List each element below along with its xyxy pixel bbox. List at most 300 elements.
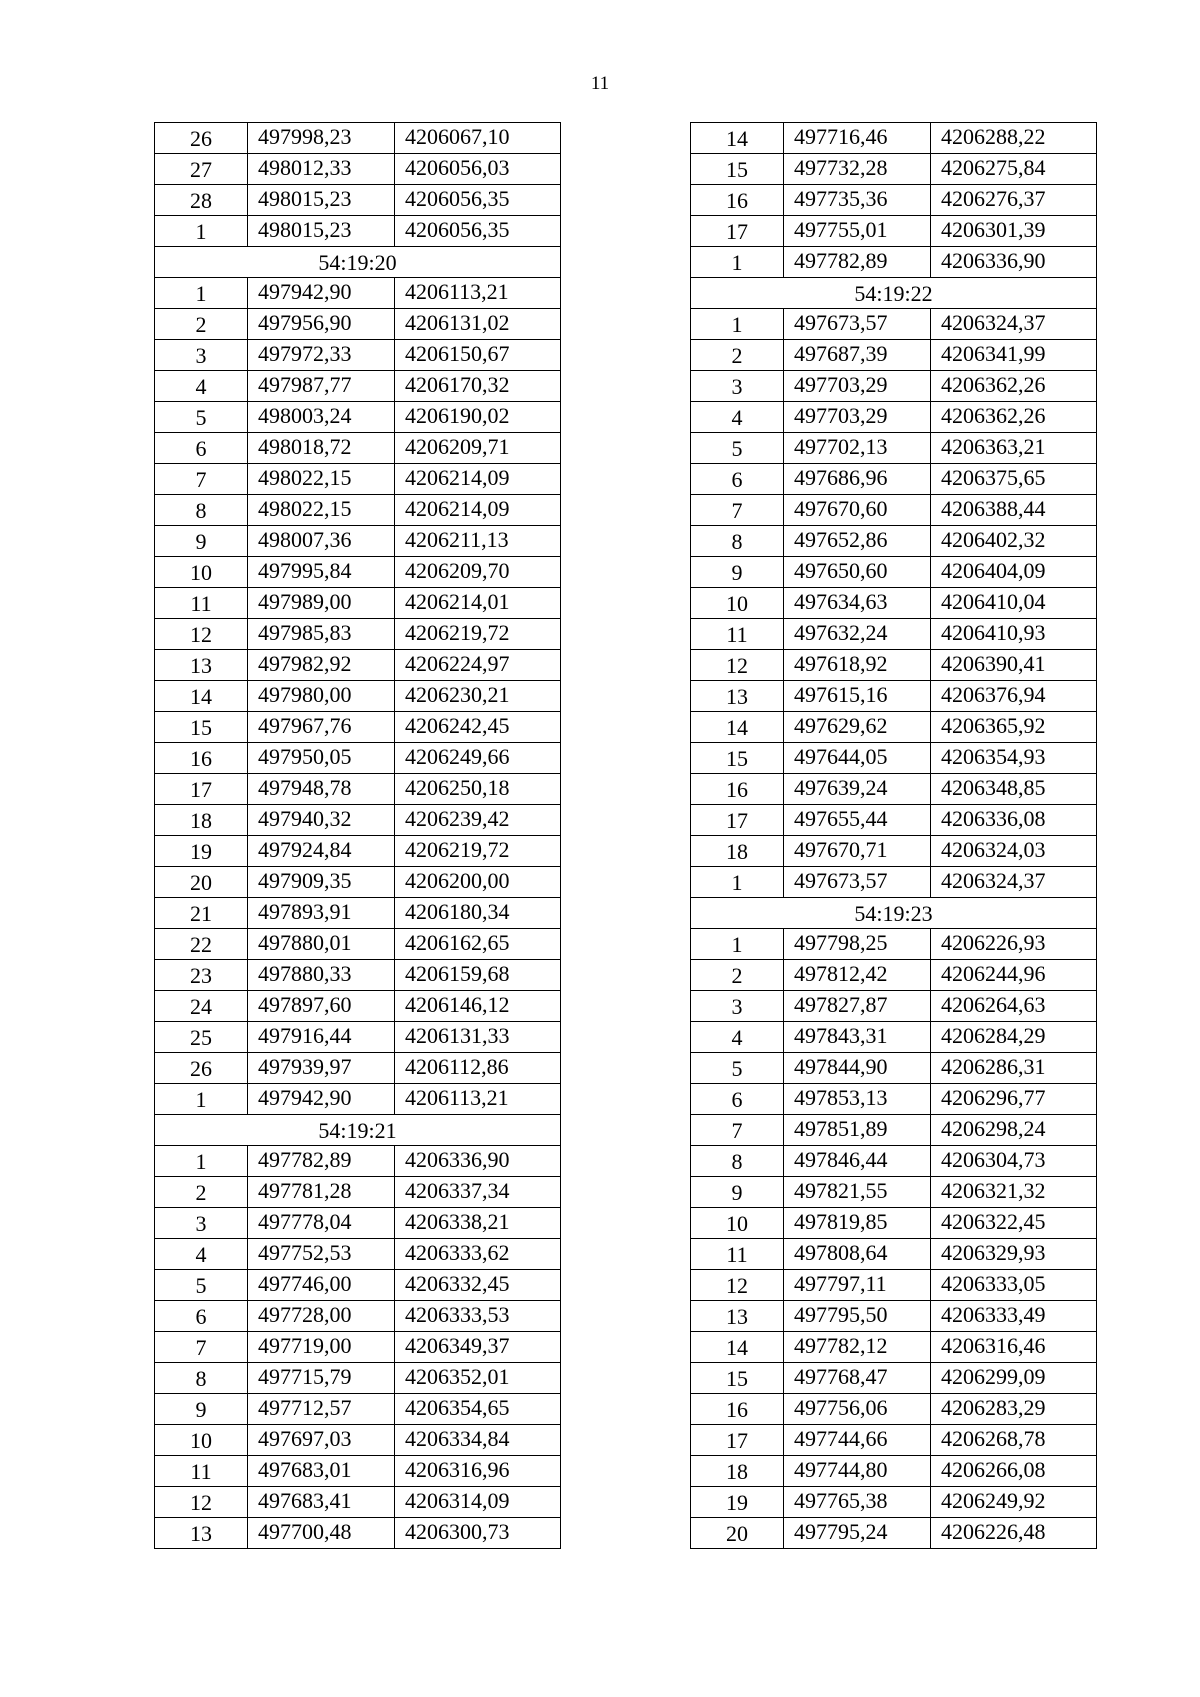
y-coordinate-cell: 4206275,84 xyxy=(931,154,1097,185)
y-coordinate-cell: 4206365,92 xyxy=(931,712,1097,743)
point-number-cell: 21 xyxy=(155,898,248,929)
x-coordinate-cell: 497703,29 xyxy=(784,402,931,433)
x-coordinate-cell: 497673,57 xyxy=(784,309,931,340)
y-coordinate-cell: 4206334,84 xyxy=(395,1425,561,1456)
point-number-cell: 2 xyxy=(155,309,248,340)
y-coordinate-cell: 4206304,73 xyxy=(931,1146,1097,1177)
y-coordinate-cell: 4206113,21 xyxy=(395,1084,561,1115)
x-coordinate-cell: 497712,57 xyxy=(248,1394,395,1425)
point-number-cell: 4 xyxy=(155,371,248,402)
x-coordinate-cell: 497683,41 xyxy=(248,1487,395,1518)
table-row xyxy=(691,991,1097,1022)
x-coordinate-cell: 497782,89 xyxy=(784,247,931,278)
table-row xyxy=(691,1115,1097,1146)
point-number-cell: 17 xyxy=(155,774,248,805)
y-coordinate-cell: 4206159,68 xyxy=(395,960,561,991)
y-coordinate-cell: 4206219,72 xyxy=(395,836,561,867)
x-coordinate-cell: 497650,60 xyxy=(784,557,931,588)
y-coordinate-cell: 4206314,09 xyxy=(395,1487,561,1518)
y-coordinate-cell: 4206211,13 xyxy=(395,526,561,557)
point-number-cell: 11 xyxy=(691,1239,784,1270)
x-coordinate-cell: 497808,64 xyxy=(784,1239,931,1270)
y-coordinate-cell: 4206276,37 xyxy=(931,185,1097,216)
y-coordinate-cell: 4206336,90 xyxy=(395,1146,561,1177)
table-row xyxy=(691,557,1097,588)
point-number-cell: 6 xyxy=(691,464,784,495)
table-row xyxy=(691,929,1097,960)
point-number-cell: 4 xyxy=(691,1022,784,1053)
table-row xyxy=(691,433,1097,464)
table-row xyxy=(155,1394,561,1425)
y-coordinate-cell: 4206362,26 xyxy=(931,371,1097,402)
y-coordinate-cell: 4206410,93 xyxy=(931,619,1097,650)
x-coordinate-cell: 498003,24 xyxy=(248,402,395,433)
y-coordinate-cell: 4206333,05 xyxy=(931,1270,1097,1301)
y-coordinate-cell: 4206333,49 xyxy=(931,1301,1097,1332)
table-row xyxy=(691,495,1097,526)
table-row xyxy=(155,588,561,619)
table-row xyxy=(155,278,561,309)
y-coordinate-cell: 4206200,00 xyxy=(395,867,561,898)
y-coordinate-cell: 4206214,09 xyxy=(395,495,561,526)
x-coordinate-cell: 497686,96 xyxy=(784,464,931,495)
section-parcel-id: 54:19:22 xyxy=(691,278,1097,309)
y-coordinate-cell: 4206299,09 xyxy=(931,1363,1097,1394)
point-number-cell: 15 xyxy=(691,154,784,185)
y-coordinate-cell: 4206170,32 xyxy=(395,371,561,402)
table-row xyxy=(691,650,1097,681)
table-row xyxy=(691,402,1097,433)
x-coordinate-cell: 497782,89 xyxy=(248,1146,395,1177)
point-number-cell: 4 xyxy=(155,1239,248,1270)
y-coordinate-cell: 4206131,33 xyxy=(395,1022,561,1053)
table-row xyxy=(155,216,561,247)
y-coordinate-cell: 4206324,03 xyxy=(931,836,1097,867)
y-coordinate-cell: 4206146,12 xyxy=(395,991,561,1022)
y-coordinate-cell: 4206337,34 xyxy=(395,1177,561,1208)
point-number-cell: 12 xyxy=(691,1270,784,1301)
y-coordinate-cell: 4206239,42 xyxy=(395,805,561,836)
table-row xyxy=(691,681,1097,712)
table-row xyxy=(155,495,561,526)
table-row xyxy=(155,619,561,650)
table-row xyxy=(155,1487,561,1518)
table-row xyxy=(155,1208,561,1239)
point-number-cell: 2 xyxy=(691,960,784,991)
table-row xyxy=(691,743,1097,774)
point-number-cell: 16 xyxy=(691,774,784,805)
table-row xyxy=(155,309,561,340)
y-coordinate-cell: 4206296,77 xyxy=(931,1084,1097,1115)
x-coordinate-cell: 497732,28 xyxy=(784,154,931,185)
point-number-cell: 15 xyxy=(691,743,784,774)
x-coordinate-cell: 497987,77 xyxy=(248,371,395,402)
point-number-cell: 7 xyxy=(691,495,784,526)
point-number-cell: 17 xyxy=(691,1425,784,1456)
x-coordinate-cell: 497746,00 xyxy=(248,1270,395,1301)
x-coordinate-cell: 497655,44 xyxy=(784,805,931,836)
y-coordinate-cell: 4206375,65 xyxy=(931,464,1097,495)
x-coordinate-cell: 497735,36 xyxy=(784,185,931,216)
section-parcel-id: 54:19:23 xyxy=(691,898,1097,929)
point-number-cell: 9 xyxy=(155,526,248,557)
point-number-cell: 11 xyxy=(155,588,248,619)
point-number-cell: 24 xyxy=(155,991,248,1022)
table-row xyxy=(691,526,1097,557)
table-row xyxy=(155,1239,561,1270)
table-row xyxy=(155,898,561,929)
point-number-cell: 12 xyxy=(155,619,248,650)
x-coordinate-cell: 497827,87 xyxy=(784,991,931,1022)
x-coordinate-cell: 497942,90 xyxy=(248,1084,395,1115)
x-coordinate-cell: 497812,42 xyxy=(784,960,931,991)
y-coordinate-cell: 4206336,90 xyxy=(931,247,1097,278)
point-number-cell: 13 xyxy=(155,1518,248,1549)
x-coordinate-cell: 497744,66 xyxy=(784,1425,931,1456)
y-coordinate-cell: 4206333,53 xyxy=(395,1301,561,1332)
point-number-cell: 1 xyxy=(691,929,784,960)
table-row xyxy=(155,805,561,836)
y-coordinate-cell: 4206249,92 xyxy=(931,1487,1097,1518)
y-coordinate-cell: 4206266,08 xyxy=(931,1456,1097,1487)
table-row xyxy=(155,681,561,712)
y-coordinate-cell: 4206226,93 xyxy=(931,929,1097,960)
y-coordinate-cell: 4206230,21 xyxy=(395,681,561,712)
x-coordinate-cell: 497778,04 xyxy=(248,1208,395,1239)
point-number-cell: 19 xyxy=(155,836,248,867)
x-coordinate-cell: 497673,57 xyxy=(784,867,931,898)
point-number-cell: 12 xyxy=(155,1487,248,1518)
table-row xyxy=(155,929,561,960)
y-coordinate-cell: 4206322,45 xyxy=(931,1208,1097,1239)
y-coordinate-cell: 4206404,09 xyxy=(931,557,1097,588)
y-coordinate-cell: 4206112,86 xyxy=(395,1053,561,1084)
y-coordinate-cell: 4206249,66 xyxy=(395,743,561,774)
table-row xyxy=(691,1270,1097,1301)
y-coordinate-cell: 4206316,46 xyxy=(931,1332,1097,1363)
point-number-cell: 5 xyxy=(155,402,248,433)
y-coordinate-cell: 4206352,01 xyxy=(395,1363,561,1394)
table-row xyxy=(691,123,1097,154)
table-row xyxy=(691,805,1097,836)
page-number: 11 xyxy=(590,73,610,94)
y-coordinate-cell: 4206226,48 xyxy=(931,1518,1097,1549)
x-coordinate-cell: 497700,48 xyxy=(248,1518,395,1549)
table-row xyxy=(155,1456,561,1487)
x-coordinate-cell: 498015,23 xyxy=(248,216,395,247)
x-coordinate-cell: 497670,71 xyxy=(784,836,931,867)
table-row xyxy=(155,1084,561,1115)
table-row xyxy=(155,464,561,495)
point-number-cell: 1 xyxy=(691,247,784,278)
x-coordinate-cell: 497768,47 xyxy=(784,1363,931,1394)
table-row xyxy=(691,1518,1097,1549)
point-number-cell: 25 xyxy=(155,1022,248,1053)
coordinates-table-left xyxy=(154,122,561,1549)
point-number-cell: 14 xyxy=(691,123,784,154)
point-number-cell: 13 xyxy=(155,650,248,681)
table-row xyxy=(155,1022,561,1053)
point-number-cell: 16 xyxy=(155,743,248,774)
x-coordinate-cell: 497756,06 xyxy=(784,1394,931,1425)
table-row xyxy=(155,1053,561,1084)
x-coordinate-cell: 497670,60 xyxy=(784,495,931,526)
table-row xyxy=(155,154,561,185)
table-row xyxy=(691,340,1097,371)
y-coordinate-cell: 4206349,37 xyxy=(395,1332,561,1363)
point-number-cell: 20 xyxy=(155,867,248,898)
x-coordinate-cell: 497939,97 xyxy=(248,1053,395,1084)
table-row xyxy=(155,1146,561,1177)
x-coordinate-cell: 497846,44 xyxy=(784,1146,931,1177)
point-number-cell: 7 xyxy=(155,464,248,495)
table-row xyxy=(155,867,561,898)
y-coordinate-cell: 4206321,32 xyxy=(931,1177,1097,1208)
y-coordinate-cell: 4206410,04 xyxy=(931,588,1097,619)
table-row xyxy=(155,743,561,774)
table-row xyxy=(155,836,561,867)
x-coordinate-cell: 497851,89 xyxy=(784,1115,931,1146)
y-coordinate-cell: 4206336,08 xyxy=(931,805,1097,836)
y-coordinate-cell: 4206056,35 xyxy=(395,216,561,247)
x-coordinate-cell: 497798,25 xyxy=(784,929,931,960)
y-coordinate-cell: 4206324,37 xyxy=(931,309,1097,340)
x-coordinate-cell: 497744,80 xyxy=(784,1456,931,1487)
table-row xyxy=(155,960,561,991)
x-coordinate-cell: 497880,33 xyxy=(248,960,395,991)
table-row xyxy=(155,402,561,433)
x-coordinate-cell: 497819,85 xyxy=(784,1208,931,1239)
x-coordinate-cell: 497615,16 xyxy=(784,681,931,712)
y-coordinate-cell: 4206324,37 xyxy=(931,867,1097,898)
x-coordinate-cell: 497972,33 xyxy=(248,340,395,371)
x-coordinate-cell: 497909,35 xyxy=(248,867,395,898)
x-coordinate-cell: 497781,28 xyxy=(248,1177,395,1208)
section-parcel-id: 54:19:21 xyxy=(155,1115,561,1146)
y-coordinate-cell: 4206250,18 xyxy=(395,774,561,805)
x-coordinate-cell: 497644,05 xyxy=(784,743,931,774)
table-row xyxy=(155,1177,561,1208)
x-coordinate-cell: 497821,55 xyxy=(784,1177,931,1208)
point-number-cell: 14 xyxy=(691,1332,784,1363)
x-coordinate-cell: 497687,39 xyxy=(784,340,931,371)
table-row xyxy=(691,588,1097,619)
point-number-cell: 18 xyxy=(691,836,784,867)
x-coordinate-cell: 497795,24 xyxy=(784,1518,931,1549)
point-number-cell: 6 xyxy=(155,1301,248,1332)
point-number-cell: 3 xyxy=(691,991,784,1022)
x-coordinate-cell: 497715,79 xyxy=(248,1363,395,1394)
x-coordinate-cell: 497797,11 xyxy=(784,1270,931,1301)
x-coordinate-cell: 497765,38 xyxy=(784,1487,931,1518)
x-coordinate-cell: 497703,29 xyxy=(784,371,931,402)
table-row xyxy=(155,557,561,588)
point-number-cell: 15 xyxy=(155,712,248,743)
section-header-row xyxy=(691,898,1097,929)
point-number-cell: 9 xyxy=(691,557,784,588)
point-number-cell: 26 xyxy=(155,1053,248,1084)
table-row xyxy=(155,185,561,216)
x-coordinate-cell: 497880,01 xyxy=(248,929,395,960)
table-row xyxy=(155,774,561,805)
point-number-cell: 3 xyxy=(155,1208,248,1239)
y-coordinate-cell: 4206354,65 xyxy=(395,1394,561,1425)
point-number-cell: 3 xyxy=(155,340,248,371)
point-number-cell: 28 xyxy=(155,185,248,216)
x-coordinate-cell: 497755,01 xyxy=(784,216,931,247)
point-number-cell: 22 xyxy=(155,929,248,960)
section-header-row xyxy=(155,1115,561,1146)
table-row xyxy=(691,1208,1097,1239)
y-coordinate-cell: 4206402,32 xyxy=(931,526,1097,557)
y-coordinate-cell: 4206056,03 xyxy=(395,154,561,185)
point-number-cell: 1 xyxy=(691,867,784,898)
y-coordinate-cell: 4206316,96 xyxy=(395,1456,561,1487)
table-row xyxy=(691,154,1097,185)
point-number-cell: 14 xyxy=(155,681,248,712)
point-number-cell: 2 xyxy=(155,1177,248,1208)
table-row xyxy=(691,1425,1097,1456)
table-row xyxy=(691,185,1097,216)
point-number-cell: 5 xyxy=(691,433,784,464)
x-coordinate-cell: 498022,15 xyxy=(248,495,395,526)
table-row xyxy=(155,340,561,371)
table-row xyxy=(691,1363,1097,1394)
table-row xyxy=(691,1394,1097,1425)
point-number-cell: 4 xyxy=(691,402,784,433)
y-coordinate-cell: 4206333,62 xyxy=(395,1239,561,1270)
y-coordinate-cell: 4206341,99 xyxy=(931,340,1097,371)
x-coordinate-cell: 497782,12 xyxy=(784,1332,931,1363)
y-coordinate-cell: 4206301,39 xyxy=(931,216,1097,247)
point-number-cell: 2 xyxy=(691,340,784,371)
x-coordinate-cell: 497924,84 xyxy=(248,836,395,867)
x-coordinate-cell: 497843,31 xyxy=(784,1022,931,1053)
point-number-cell: 9 xyxy=(155,1394,248,1425)
point-number-cell: 26 xyxy=(155,123,248,154)
y-coordinate-cell: 4206288,22 xyxy=(931,123,1097,154)
point-number-cell: 16 xyxy=(691,185,784,216)
y-coordinate-cell: 4206283,29 xyxy=(931,1394,1097,1425)
section-parcel-id: 54:19:20 xyxy=(155,247,561,278)
coordinates-table-right xyxy=(690,122,1097,1549)
y-coordinate-cell: 4206284,29 xyxy=(931,1022,1097,1053)
point-number-cell: 18 xyxy=(691,1456,784,1487)
y-coordinate-cell: 4206332,45 xyxy=(395,1270,561,1301)
x-coordinate-cell: 497716,46 xyxy=(784,123,931,154)
y-coordinate-cell: 4206209,70 xyxy=(395,557,561,588)
x-coordinate-cell: 497702,13 xyxy=(784,433,931,464)
x-coordinate-cell: 497948,78 xyxy=(248,774,395,805)
y-coordinate-cell: 4206067,10 xyxy=(395,123,561,154)
table-row xyxy=(691,1301,1097,1332)
point-number-cell: 8 xyxy=(691,526,784,557)
y-coordinate-cell: 4206348,85 xyxy=(931,774,1097,805)
table-row xyxy=(691,309,1097,340)
table-row xyxy=(691,774,1097,805)
y-coordinate-cell: 4206113,21 xyxy=(395,278,561,309)
x-coordinate-cell: 497697,03 xyxy=(248,1425,395,1456)
x-coordinate-cell: 497639,24 xyxy=(784,774,931,805)
x-coordinate-cell: 497967,76 xyxy=(248,712,395,743)
table-row xyxy=(691,216,1097,247)
point-number-cell: 9 xyxy=(691,1177,784,1208)
table-row xyxy=(691,1084,1097,1115)
point-number-cell: 27 xyxy=(155,154,248,185)
table-row xyxy=(691,712,1097,743)
table-row xyxy=(691,1177,1097,1208)
x-coordinate-cell: 497719,00 xyxy=(248,1332,395,1363)
x-coordinate-cell: 497956,90 xyxy=(248,309,395,340)
x-coordinate-cell: 497728,00 xyxy=(248,1301,395,1332)
point-number-cell: 10 xyxy=(155,557,248,588)
point-number-cell: 17 xyxy=(691,216,784,247)
point-number-cell: 19 xyxy=(691,1487,784,1518)
table-row xyxy=(155,123,561,154)
table-row xyxy=(691,1146,1097,1177)
x-coordinate-cell: 497985,83 xyxy=(248,619,395,650)
x-coordinate-cell: 497618,92 xyxy=(784,650,931,681)
table-row xyxy=(155,1270,561,1301)
point-number-cell: 10 xyxy=(691,588,784,619)
point-number-cell: 17 xyxy=(691,805,784,836)
table-row xyxy=(691,1239,1097,1270)
point-number-cell: 8 xyxy=(155,495,248,526)
table-row xyxy=(691,1487,1097,1518)
point-number-cell: 1 xyxy=(155,278,248,309)
table-row xyxy=(155,1425,561,1456)
table-row xyxy=(691,371,1097,402)
table-row xyxy=(691,960,1097,991)
point-number-cell: 11 xyxy=(691,619,784,650)
y-coordinate-cell: 4206329,93 xyxy=(931,1239,1097,1270)
table-row xyxy=(691,836,1097,867)
x-coordinate-cell: 497980,00 xyxy=(248,681,395,712)
table-row xyxy=(155,1518,561,1549)
point-number-cell: 18 xyxy=(155,805,248,836)
section-header-row xyxy=(691,278,1097,309)
x-coordinate-cell: 497795,50 xyxy=(784,1301,931,1332)
x-coordinate-cell: 497950,05 xyxy=(248,743,395,774)
table-row xyxy=(691,247,1097,278)
x-coordinate-cell: 498018,72 xyxy=(248,433,395,464)
point-number-cell: 5 xyxy=(691,1053,784,1084)
x-coordinate-cell: 497916,44 xyxy=(248,1022,395,1053)
y-coordinate-cell: 4206286,31 xyxy=(931,1053,1097,1084)
point-number-cell: 10 xyxy=(691,1208,784,1239)
y-coordinate-cell: 4206219,72 xyxy=(395,619,561,650)
x-coordinate-cell: 497844,90 xyxy=(784,1053,931,1084)
x-coordinate-cell: 497752,53 xyxy=(248,1239,395,1270)
y-coordinate-cell: 4206150,67 xyxy=(395,340,561,371)
x-coordinate-cell: 498022,15 xyxy=(248,464,395,495)
right-table-body xyxy=(691,123,1097,1549)
table-row xyxy=(155,1301,561,1332)
table-row xyxy=(155,526,561,557)
table-row xyxy=(691,1022,1097,1053)
point-number-cell: 7 xyxy=(691,1115,784,1146)
table-row xyxy=(155,1332,561,1363)
x-coordinate-cell: 497989,00 xyxy=(248,588,395,619)
table-row xyxy=(155,712,561,743)
point-number-cell: 12 xyxy=(691,650,784,681)
point-number-cell: 6 xyxy=(155,433,248,464)
section-header-row xyxy=(155,247,561,278)
x-coordinate-cell: 497893,91 xyxy=(248,898,395,929)
x-coordinate-cell: 497632,24 xyxy=(784,619,931,650)
point-number-cell: 16 xyxy=(691,1394,784,1425)
y-coordinate-cell: 4206224,97 xyxy=(395,650,561,681)
